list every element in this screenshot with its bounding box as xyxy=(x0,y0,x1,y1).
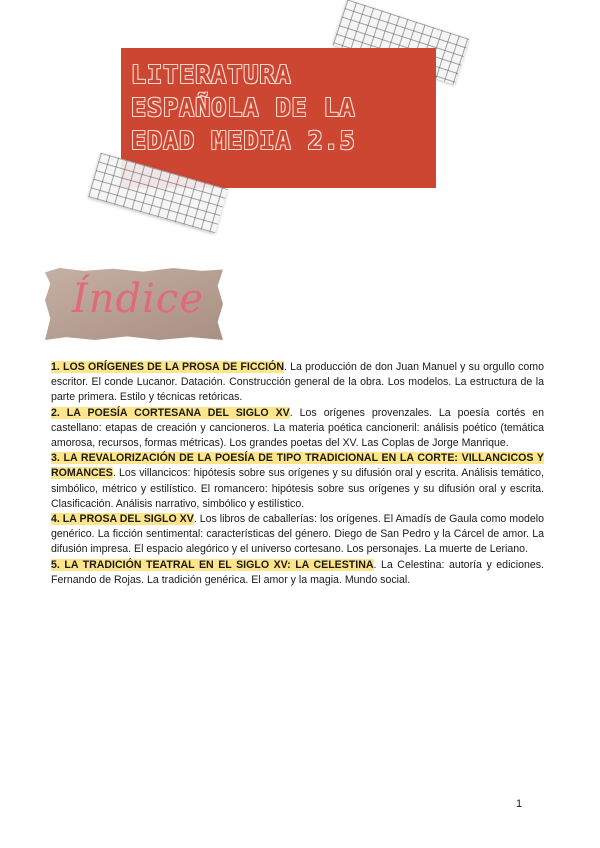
section-body: . La Celestina: autoría y ediciones. Fernando de Rojas. La tradición genérica. El amor y la magia. Mundo social. xyxy=(51,558,544,586)
section-body: . Los villancicos: hipótesis sobre sus orígenes y su difusión oral y escrita. Análisis temático, simbólico, métrico y estilístico. El romancero: hipótesis sobre sus orígenes y su difusión oral y escrita. Clasificación. Análisis narrativo, simbólico y estilístico. xyxy=(51,467,544,510)
section-body: . Los libros de caballerías: los orígenes. El Amadís de Gaula como modelo genérico. La ficción sentimental: características del género. Diego de San Pedro y la Cárcel de amor. La difusión impresa. El espacio alegórico y el universo cortesano. Los personajes. La muerte de Leriano. xyxy=(51,513,545,556)
title-banner xyxy=(121,48,436,188)
toc-section-2 xyxy=(51,406,544,452)
toc-section-5 xyxy=(51,558,544,588)
document-title: LITERATURA ESPAÑOLA DE LA EDAD MEDIA 2.5 xyxy=(131,60,356,155)
toc-section-3 xyxy=(51,451,544,512)
table-of-contents xyxy=(51,360,544,588)
toc-section-4 xyxy=(51,512,544,558)
section-heading: 3. LA REVALORIZACIÓN DE LA POESÍA DE TIPO TRADICIONAL EN LA CORTE: VILLANCICOS Y ROMANCES xyxy=(51,452,544,480)
section-heading: 1. LOS ORÍGENES DE LA PROSA DE FICCIÓN xyxy=(51,361,284,373)
index-heading: Índice xyxy=(71,276,205,322)
toc-section-1 xyxy=(51,360,544,406)
section-body: . Los orígenes provenzales. La poesía cortés en castellano: etapas de creación y cancioneros. La materia poética cancioneril: análisis poético (temática amorosa, recursos, formas métricas). Los grandes poetas del XV. Las Coplas de Jorge Manrique. xyxy=(51,406,544,450)
section-body: . La producción de don Juan Manuel y su orgullo como escritor. El conde Lucanor. Datación. Construcción general de la obra. Los modelos. La estructura de la parte primera. Estilo y técnicas retóricas. xyxy=(51,361,544,404)
section-heading: 2. LA POESÍA CORTESANA DEL SIGLO XV xyxy=(51,406,290,419)
section-heading: 4. LA PROSA DEL SIGLO XV xyxy=(51,513,194,526)
section-heading: 5. LA TRADICIÓN TEATRAL EN EL SIGLO XV: LA CELESTINA xyxy=(51,558,374,571)
page-number: 1 xyxy=(516,798,523,810)
